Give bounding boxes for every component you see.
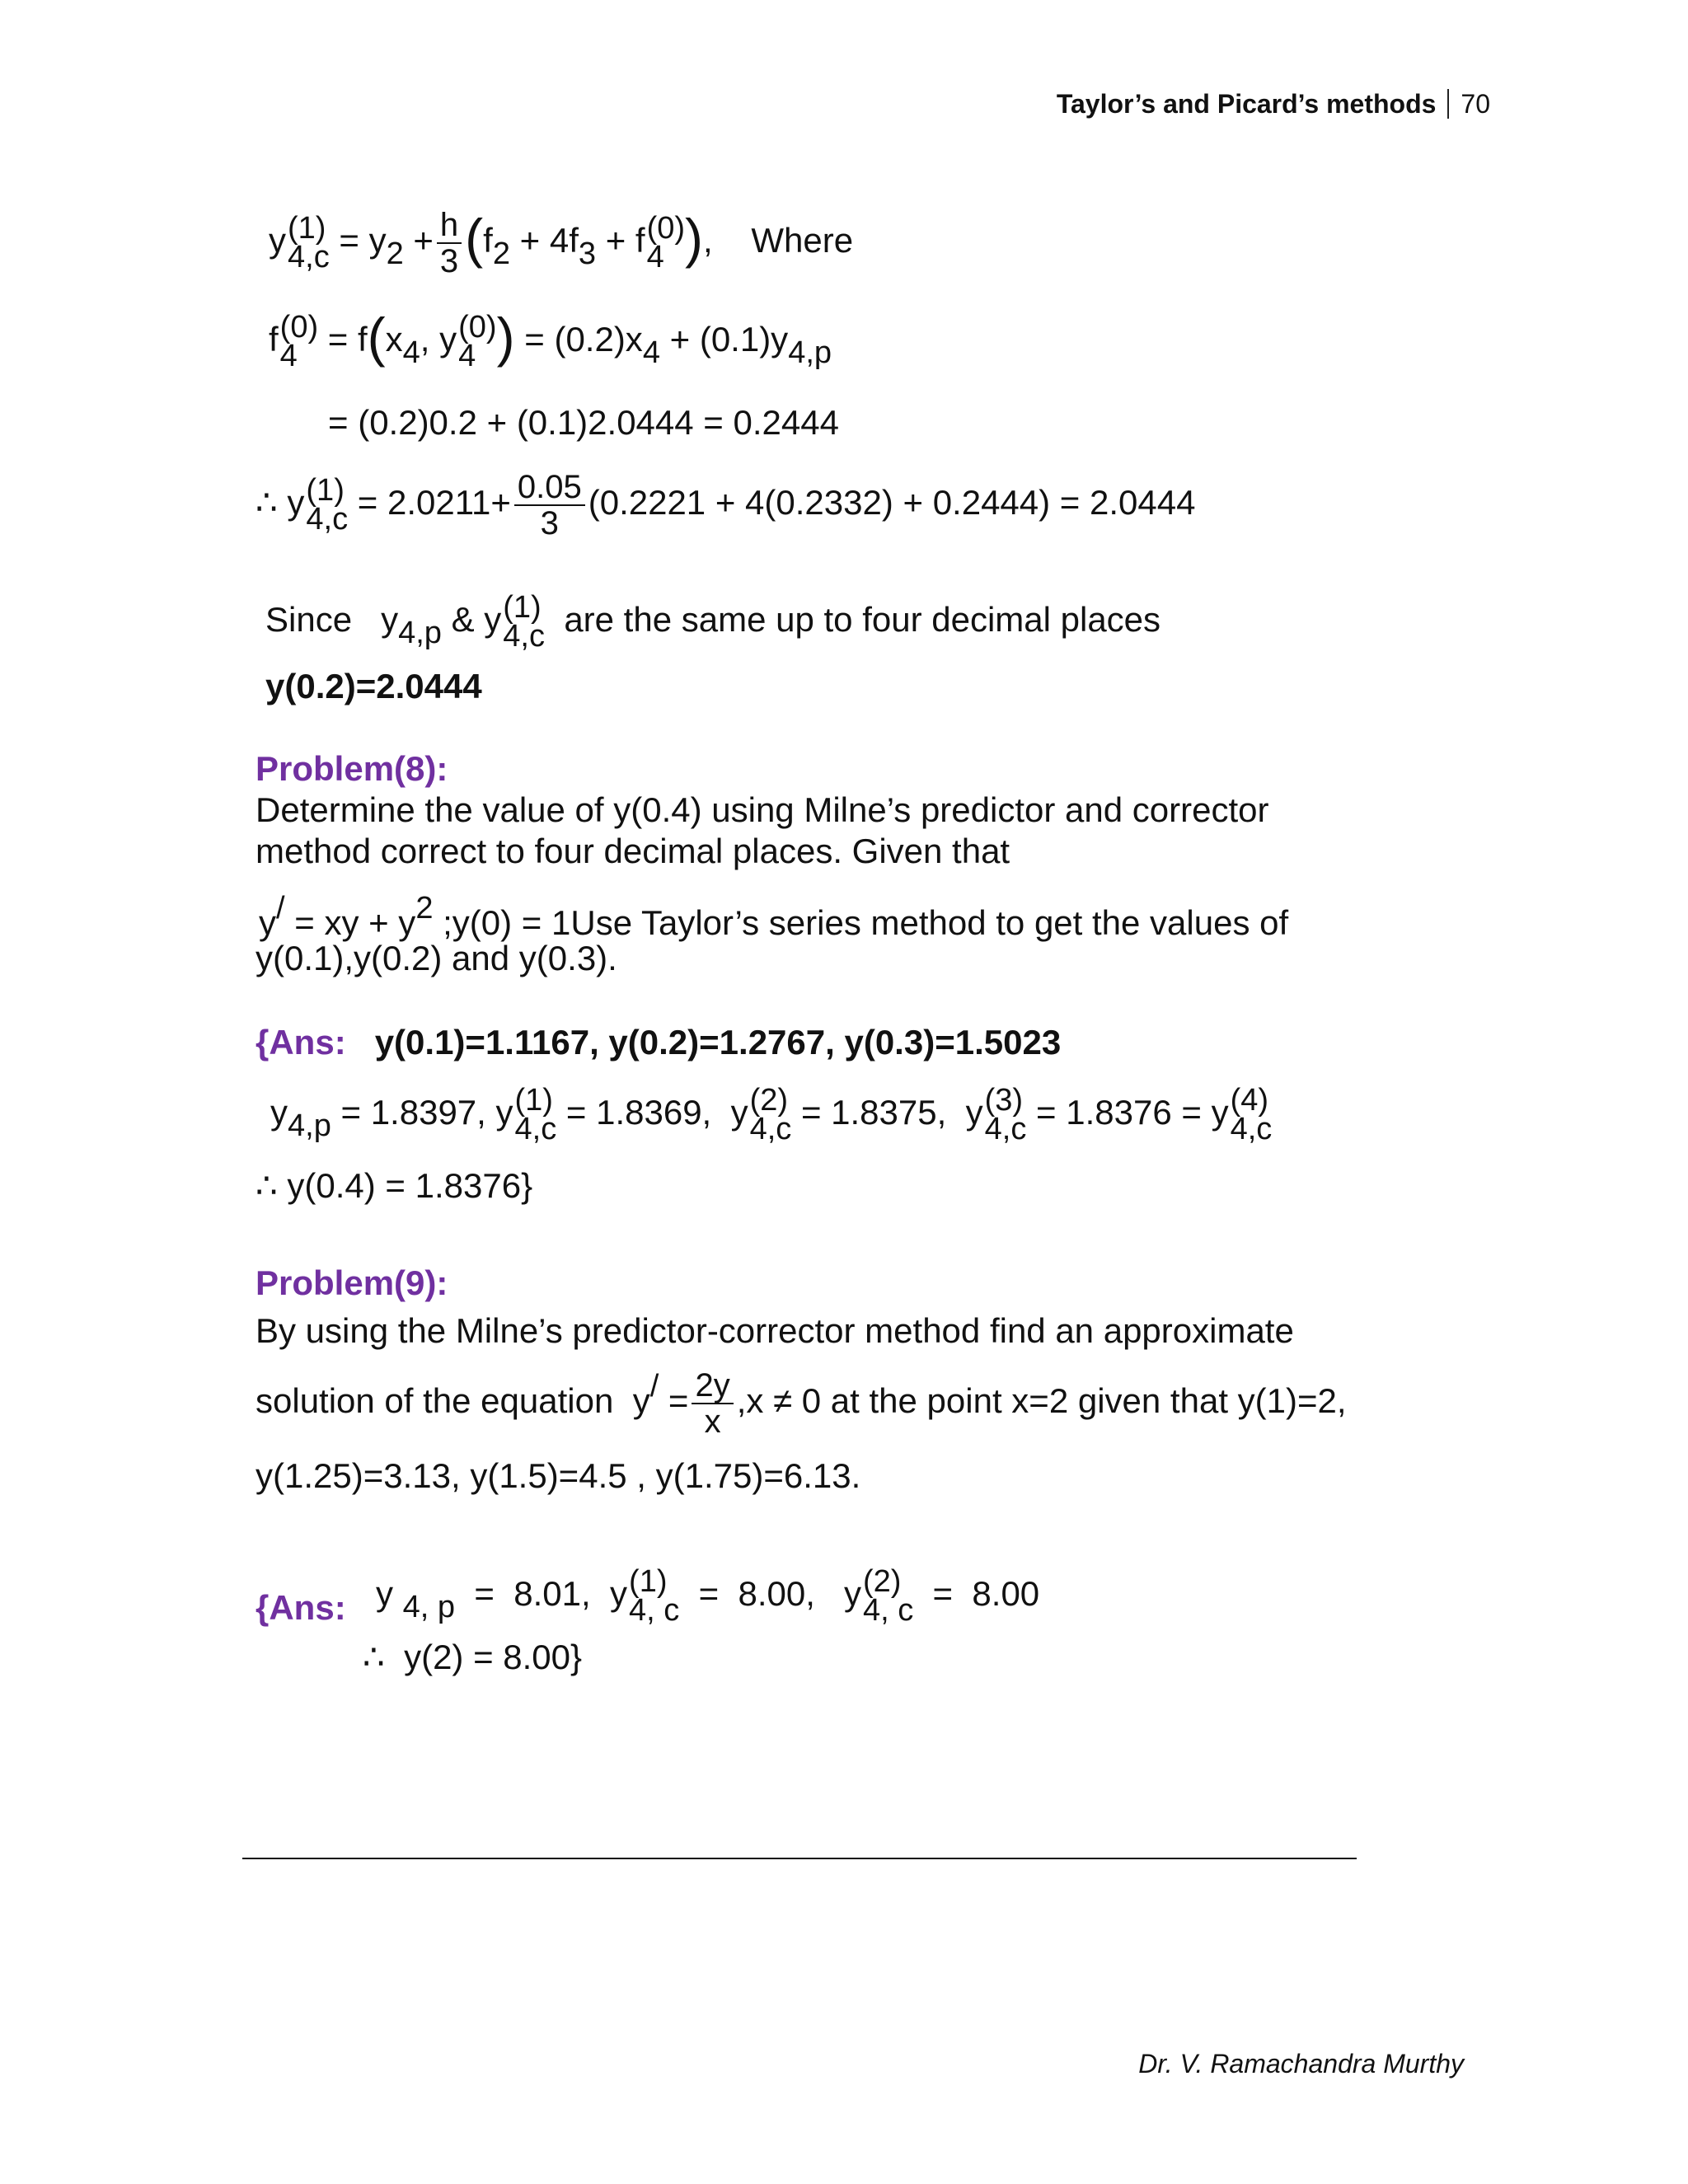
problem-8-answer: {Ans: y(0.1)=1.1167, y(0.2)=1.2767, y(0.3)=1.5023 — [256, 1023, 1062, 1062]
equation-f4-0: f (0) 4 = f(x4, y (0) 4 ) = (0.2)x4 + (0.1)y4,p — [269, 307, 832, 373]
problem-9-answer-values: y 4, p = 8.01, y (1) 4, c = 8.00, y (2) 4, c = 8.00 — [376, 1564, 1040, 1628]
problem-8-line-3: y/ = xy + y2 ;y(0) = 1Use Taylor’s series method to get the values of — [259, 891, 1289, 942]
problem-9-answer-label: {Ans: — [256, 1588, 346, 1627]
problem-8-line-2: method correct to four decimal places. Given that — [256, 832, 1010, 870]
problem-8-heading: Problem(8): — [256, 749, 448, 788]
problem-8-line-4: y(0.1),y(0.2) and y(0.3). — [256, 939, 617, 977]
footer-author: Dr. V. Ramachandra Murthy — [1138, 2049, 1464, 2079]
page-header — [1057, 89, 1490, 120]
equation-corrector-value: ∴ y (1) 4,c = 2.0211+ $\frac{0.05}{3}$ (0.2221 + 4(0.2332) + 0.2444) = 2.0444 — [256, 469, 1196, 541]
problem-9-line-1: By using the Milne’s predictor-corrector method find an approximate — [256, 1311, 1294, 1350]
problem-8-final: ∴ y(0.4) = 1.8376} — [256, 1166, 533, 1205]
problem-9-line-3: y(1.25)=3.13, y(1.5)=4.5 , y(1.75)=6.13. — [256, 1456, 861, 1495]
result-y-0-2: y(0.2)=2.0444 — [265, 667, 482, 705]
where-label: Where — [751, 221, 854, 260]
problem-8-line-1: Determine the value of y(0.4) using Milne’s predictor and corrector — [256, 790, 1269, 829]
problem-9-heading: Problem(9): — [256, 1263, 448, 1302]
header-title: Taylor’s and Picard’s methods — [1056, 89, 1437, 119]
equation-corrector-1: y (1) 4,c = y2 + $\frac{h}{3}$ (f2 + 4f3 + f (0) 4 ), Where — [269, 207, 854, 279]
page-number: 70 — [1447, 89, 1490, 119]
problem-9-final: ∴ y(2) = 8.00} — [363, 1638, 583, 1676]
since-statement: Since y4,p & y (1) 4,c are the same up to four decimal places — [265, 590, 1161, 654]
footer-rule — [242, 1858, 1357, 1859]
problem-8-answer-values: y4,p = 1.8397, y (1) 4,c = 1.8369, y (2) 4,c = 1.8375, y (3) 4,c = 1.8376 = y (4) 4,c — [270, 1083, 1273, 1146]
problem-9-line-2: solution of the equation y/ = $\frac{2y}{x}$ ,x ≠ 0 at the point x=2 given that y(1)=2, — [256, 1367, 1347, 1440]
equation-f4-value: = (0.2)0.2 + (0.1)2.0444 = 0.2444 — [328, 403, 839, 442]
